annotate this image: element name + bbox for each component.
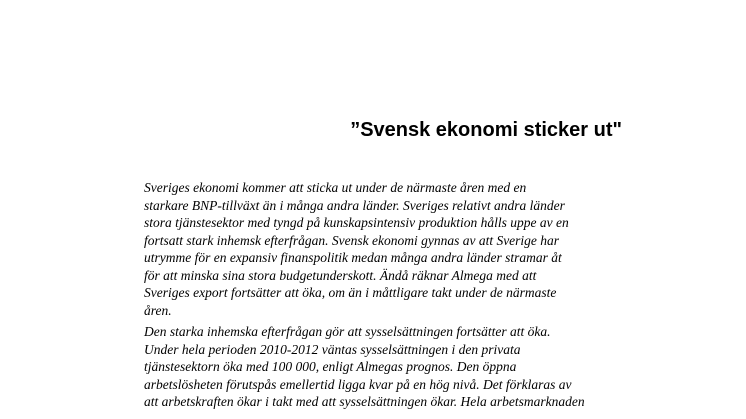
text-line: arbetslösheten förutspås emellertid ligga kvar på en hög nivå. Det förklaras av xyxy=(144,376,572,392)
document-title: ”Svensk ekonomi sticker ut" xyxy=(350,119,622,141)
text-line: fortsatt stark inhemsk efterfrågan. Svensk ekonomi gynnas av att Sverige har xyxy=(144,232,560,248)
text-line: utrymme för en expansiv finanspolitik medan många andra länder stramar åt xyxy=(144,250,562,265)
text-line: tjänstesektorn öka med 100 000, enligt Almegas prognos. Den öppna xyxy=(144,359,517,374)
text-line: stora tjänstesektor med tyngd på kunskapsintensiv produktion hålls uppe av en xyxy=(144,215,569,230)
text-line: Sveriges ekonomi kommer att sticka ut under de närmaste åren med en xyxy=(144,180,527,195)
paragraph-employment xyxy=(144,323,634,411)
document-body xyxy=(144,179,634,415)
text-line: åren. xyxy=(144,302,172,318)
text-line: Sveriges export fortsätter att öka, om än i måttligare takt under de närmaste xyxy=(144,285,557,300)
text-line: Den starka inhemska efterfrågan gör att sysselsättningen fortsätter att öka. xyxy=(144,324,551,339)
text-line: att arbetskraften ökar i takt med att sysselsättningen ökar. Hela arbetsmarknaden xyxy=(144,394,585,409)
text-line: starkare BNP-tillväxt än i många andra länder. Sveriges relativt andra länder xyxy=(144,197,565,213)
paragraph-intro xyxy=(144,179,634,319)
text-line: för att minska sina stora budgetunderskott. Ändå räknar Almega med att xyxy=(144,267,537,283)
text-line: Under hela perioden 2010-2012 väntas sysselsättningen i den privata xyxy=(144,341,521,357)
